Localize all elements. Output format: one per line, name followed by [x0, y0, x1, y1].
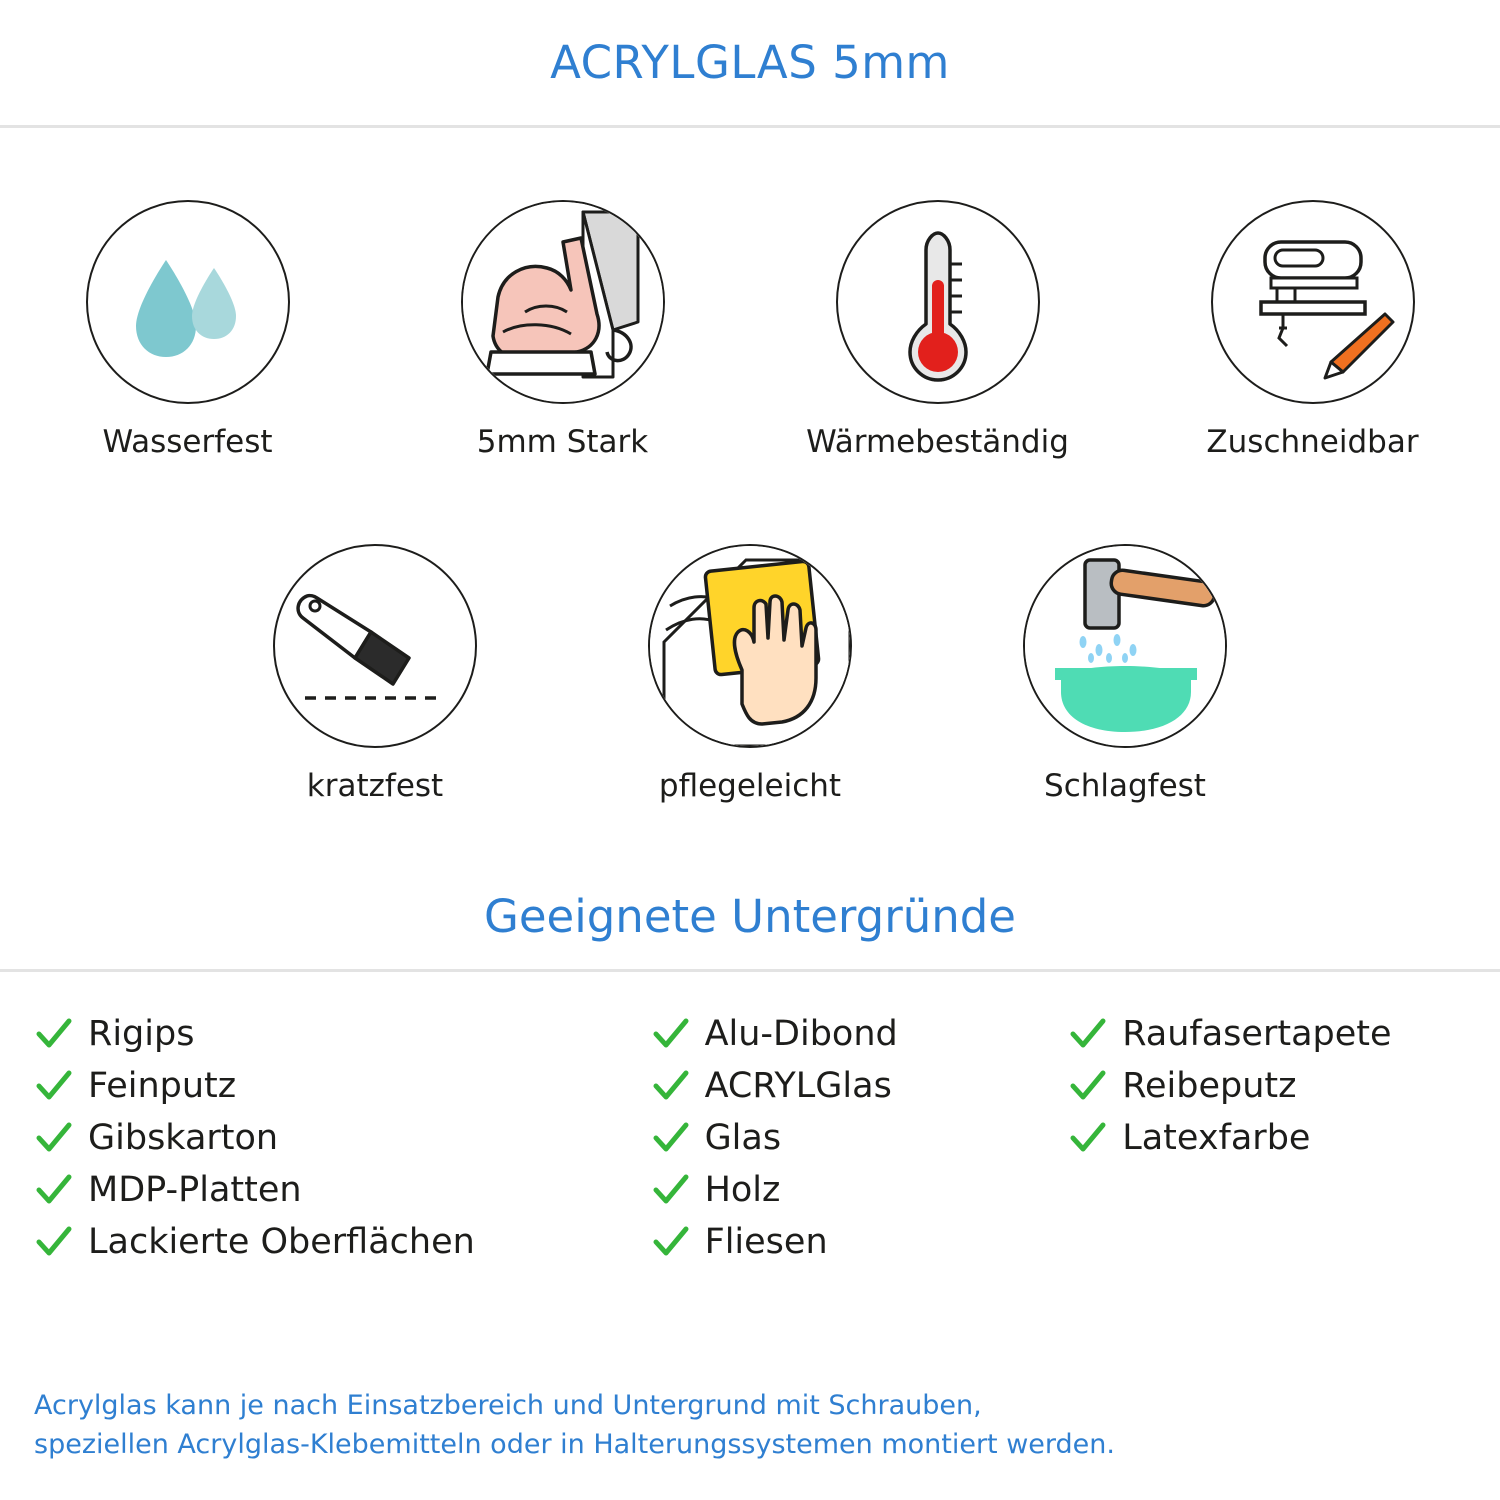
list-item: [1068, 1112, 1466, 1164]
check-icon: [34, 1066, 74, 1106]
feature-label: 5mm Stark: [476, 424, 649, 460]
subtitle-band: [0, 890, 1500, 972]
list-item: [34, 1060, 651, 1112]
list-item-label: Gibskarton: [88, 1117, 279, 1158]
feature-row-1: [0, 200, 1500, 460]
feature-waermebestaendig: [750, 200, 1125, 460]
feature-label: pflegeleicht: [658, 768, 842, 804]
feature-label: Zuschneidbar: [1206, 424, 1419, 460]
list-item: [1068, 1060, 1466, 1112]
check-icon: [1068, 1118, 1108, 1158]
check-icon: [651, 1222, 691, 1262]
feature-schlagfest: [938, 544, 1313, 804]
substrates-list: [0, 972, 1500, 1268]
feature-pflegeleicht: [563, 544, 938, 804]
feature-label: Schlagfest: [1044, 768, 1206, 804]
check-icon: [651, 1066, 691, 1106]
list-item: [34, 1112, 651, 1164]
list-item: [651, 1216, 1069, 1268]
feature-zuschneidbar: [1125, 200, 1500, 460]
check-icon: [1068, 1066, 1108, 1106]
list-item-label: Holz: [704, 1169, 781, 1210]
feature-kratzfest: [188, 544, 563, 804]
footer-note-line-1: Acrylglas kann je nach Einsatzbereich und Untergrund mit Schrauben,: [34, 1390, 982, 1422]
list-item-label: Fliesen: [704, 1221, 828, 1262]
feature-label: kratzfest: [306, 768, 444, 804]
feature-row-2: [0, 544, 1500, 804]
list-item-label: Alu-Dibond: [704, 1013, 898, 1054]
check-icon: [651, 1014, 691, 1054]
list-item: [651, 1164, 1069, 1216]
section-title: Geeignete Untergründe: [483, 890, 1016, 943]
check-icon: [1068, 1014, 1108, 1054]
list-item: [651, 1060, 1069, 1112]
list-item-label: Latexfarbe: [1122, 1117, 1311, 1158]
check-icon: [34, 1014, 74, 1054]
list-item-label: Lackierte Oberflächen: [88, 1221, 475, 1262]
feature-wasserfest: [0, 200, 375, 460]
hand-cleaning-cloth-icon: [648, 544, 852, 748]
footer-note-line-2: speziellen Acrylglas-Klebemitteln oder in Halterungssystemen montiert werden.: [34, 1428, 1115, 1460]
page-title: ACRYLGLAS 5mm: [550, 36, 950, 89]
list-item-label: Reibeputz: [1122, 1065, 1297, 1106]
list-item-label: Rigips: [88, 1013, 195, 1054]
feature-grid: [0, 128, 1500, 804]
feature-label: Wasserfest: [102, 424, 273, 460]
list-item: [651, 1112, 1069, 1164]
list-item: [34, 1008, 651, 1060]
flexed-arm-icon: [461, 200, 665, 404]
feature-5mm-stark: [375, 200, 750, 460]
check-icon: [34, 1118, 74, 1158]
feature-label: Wärmebeständig: [806, 424, 1069, 460]
list-item-label: MDP-Platten: [88, 1169, 302, 1210]
list-item-label: ACRYLGlas: [704, 1065, 892, 1106]
list-item-label: Glas: [704, 1117, 782, 1158]
list-item: [1068, 1008, 1466, 1060]
list-item-label: Feinputz: [88, 1065, 237, 1106]
header: [0, 0, 1500, 128]
jigsaw-cutter-icon: [1211, 200, 1415, 404]
water-drops-icon: [86, 200, 290, 404]
list-item: [651, 1008, 1069, 1060]
hammer-impact-icon: [1023, 544, 1227, 748]
thermometer-icon: [836, 200, 1040, 404]
substrate-column-1: [34, 1008, 651, 1268]
list-item-label: Raufasertapete: [1122, 1013, 1392, 1054]
knife-scratch-icon: [273, 544, 477, 748]
list-item: [34, 1164, 651, 1216]
substrate-column-2: [651, 1008, 1069, 1268]
check-icon: [34, 1170, 74, 1210]
substrate-column-3: [1068, 1008, 1466, 1268]
list-item: [34, 1216, 651, 1268]
check-icon: [651, 1118, 691, 1158]
check-icon: [34, 1222, 74, 1262]
footer-note: [34, 1387, 1466, 1464]
check-icon: [651, 1170, 691, 1210]
